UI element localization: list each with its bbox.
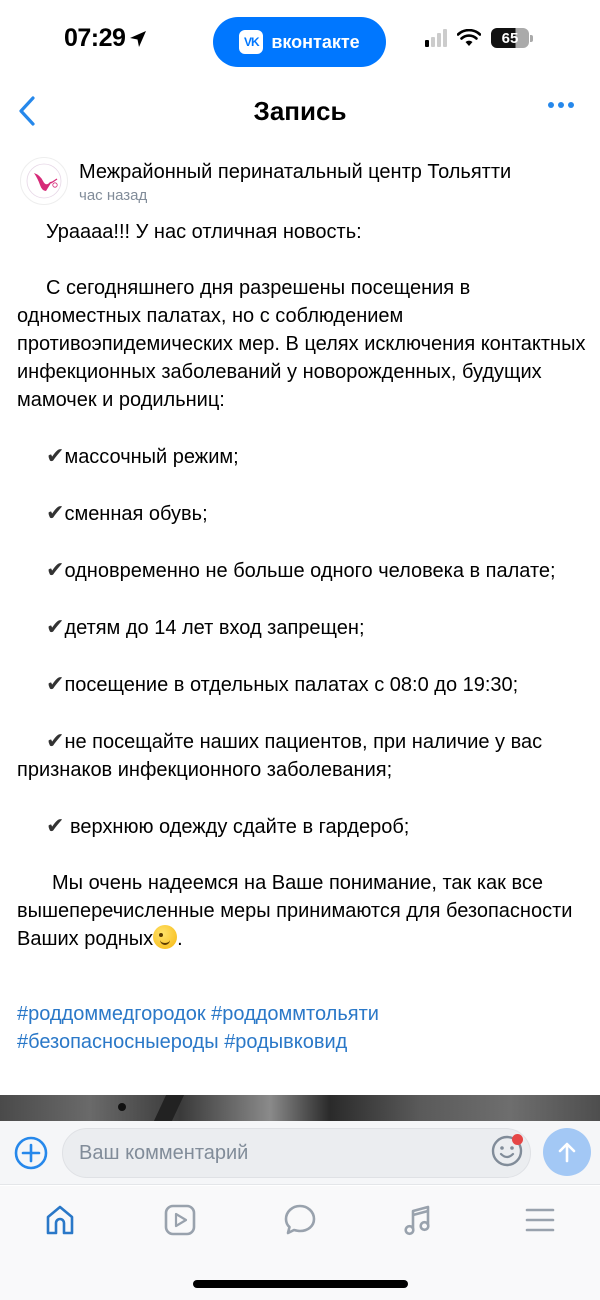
checkmark-icon: ✔	[46, 813, 65, 838]
hashtag-link[interactable]: #роддоммтольяти	[211, 1003, 379, 1025]
checkmark-icon: ✔	[46, 557, 65, 582]
stork-logo-icon	[24, 161, 64, 201]
battery-level: 65	[491, 28, 529, 48]
post-photo[interactable]	[0, 1095, 600, 1121]
music-note-icon	[401, 1203, 435, 1237]
rule-item: ✔массочный режим;	[46, 443, 239, 468]
checkmark-icon: ✔	[46, 671, 65, 696]
status-indicators	[425, 28, 533, 48]
tab-menu[interactable]	[520, 1200, 560, 1240]
rule-item: ✔посещение в отдельных палатах с 08:0 до 19:30;	[46, 671, 519, 696]
comment-bar	[0, 1121, 600, 1185]
checkmark-icon: ✔	[46, 500, 65, 525]
notification-dot	[512, 1134, 523, 1145]
hashtag-link[interactable]: #безопасносныероды	[17, 1031, 219, 1053]
post-closing: Мы очень надеемся на Ваше понимание, так как все вышеперечисленные меры принимаются для безопасности Ваших родных .	[17, 872, 573, 950]
tab-home[interactable]	[40, 1200, 80, 1240]
rule-item: ✔сменная обувь;	[46, 500, 208, 525]
home-icon	[43, 1203, 77, 1237]
arrow-up-icon	[555, 1140, 579, 1164]
author-avatar[interactable]	[20, 157, 68, 205]
cellular-signal-icon	[425, 29, 447, 47]
hashtag-link[interactable]: #роддоммедгородок	[17, 1003, 206, 1025]
more-options-button[interactable]	[548, 102, 574, 108]
comment-input[interactable]: Ваш комментарий	[62, 1128, 531, 1178]
more-dots-icon	[548, 102, 554, 108]
location-arrow-icon	[128, 29, 148, 49]
checkmark-icon: ✔	[46, 614, 65, 639]
hashtag-link[interactable]: #родывковид	[224, 1031, 348, 1053]
post-text	[17, 218, 587, 953]
add-attachment-button[interactable]	[14, 1136, 48, 1170]
post-paragraph: С сегодняшнего дня разрешены посещения в одноместных палатах, но с соблюдением противоэпидемических мер. В целях исключения контактных инфекционных заболеваний у новорожденных, будущих мамочек и родильниц:	[17, 277, 586, 411]
rule-item: ✔одновременно не больше одного человека в палате;	[46, 557, 556, 582]
status-time	[64, 24, 148, 53]
home-indicator[interactable]	[193, 1280, 408, 1288]
post-header	[0, 152, 600, 212]
plus-circle-icon	[14, 1136, 48, 1170]
video-icon	[163, 1203, 197, 1237]
checkmark-icon: ✔	[46, 443, 65, 468]
tab-music[interactable]	[398, 1200, 438, 1240]
rule-item: ✔не посещайте наших пациентов, при наличие у вас признаков инфекционного заболевания;	[17, 728, 543, 781]
wifi-icon	[457, 29, 481, 47]
tab-video[interactable]	[160, 1200, 200, 1240]
tab-messages[interactable]	[280, 1200, 320, 1240]
battery-icon	[491, 28, 533, 48]
post-timestamp: час назад	[79, 187, 148, 204]
hamburger-menu-icon	[523, 1203, 557, 1237]
nav-header	[0, 80, 600, 142]
clock: 07:29	[64, 24, 126, 52]
chat-bubble-icon	[283, 1203, 317, 1237]
app-pill-label: вконтакте	[271, 31, 360, 52]
page-title: Запись	[253, 96, 347, 126]
return-to-app-pill[interactable]	[213, 17, 386, 67]
checkmark-icon: ✔	[46, 728, 65, 753]
send-button[interactable]	[543, 1128, 591, 1176]
author-name[interactable]: Межрайонный перинатальный центр Тольятти	[79, 161, 512, 183]
rule-item: ✔детям до 14 лет вход запрещен;	[46, 614, 365, 639]
vk-logo-icon: VK	[239, 30, 263, 54]
post-intro: Урaaaa!!! У нас отличная новость:	[46, 221, 362, 243]
wink-emoji-icon	[153, 925, 177, 949]
hashtags	[17, 1000, 587, 1056]
status-bar	[0, 0, 600, 80]
rule-item: ✔ верхнюю одежду сдайте в гардероб;	[46, 813, 410, 838]
